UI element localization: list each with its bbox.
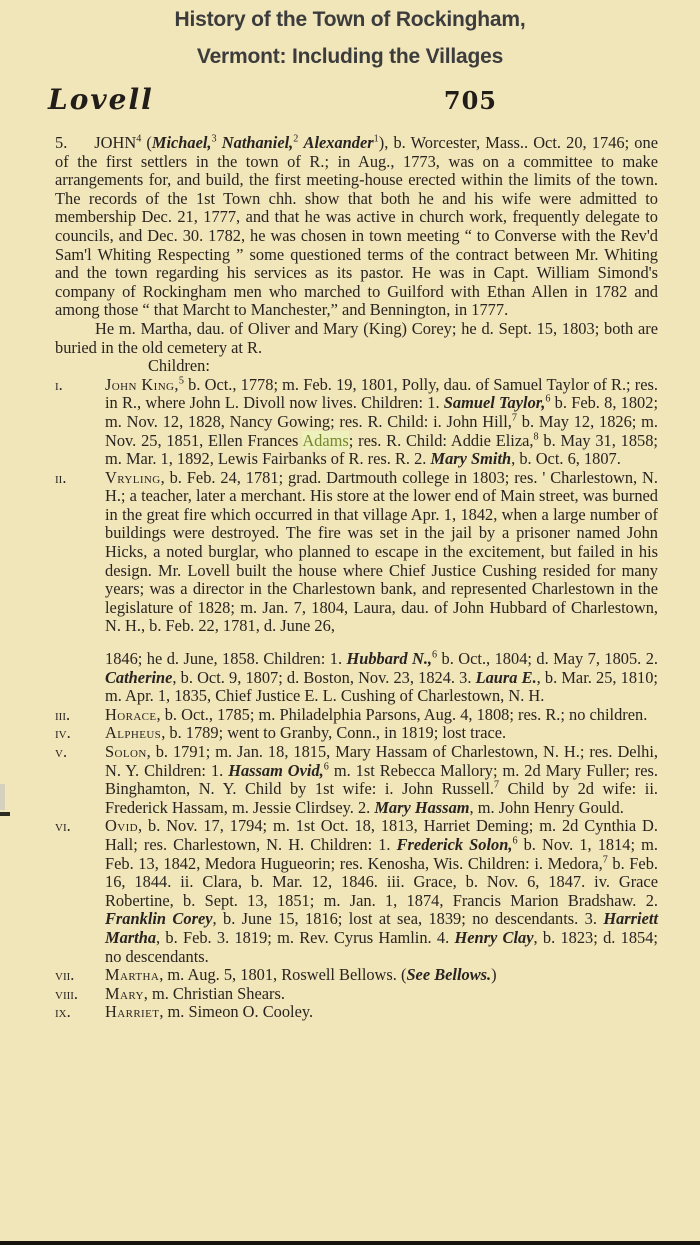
text-segment: b. May 12, 1826; m. Nov. 25, 1851, Ellen Frances [105, 411, 658, 450]
text-segment: 3 [211, 133, 217, 145]
text-segment: Henry Clay [454, 927, 534, 947]
text-segment: Samuel Taylor, [443, 393, 546, 413]
child-entry [55, 985, 658, 1004]
text-segment: Catherine [105, 667, 173, 687]
text-segment: m. 1st Rebecca Mallory; m. 2d Mary Fuller; res. Binghamton, N. Y. Child by 1st wife: i. John Russell. [105, 760, 659, 799]
text-segment: , m. John Henry Gould. [469, 797, 624, 817]
scan-artifact-left-light [0, 784, 5, 810]
text-segment: , b. Feb. 3. 1819; m. Rev. Cyrus Hamlin. 4. [156, 927, 455, 947]
text-segment: , b. Oct. 6, 1807. [511, 449, 621, 469]
text-segment: , b. Mar. 25, 1810; m. Apr. 1, 1835, Chief Justice E. L. Cushing of Charlestown, N. H. [105, 667, 658, 706]
text-segment: ( [141, 133, 152, 152]
child-entry-text [105, 816, 658, 965]
highlighted-term: Adams [302, 430, 349, 450]
text-segment: 1 [373, 133, 379, 145]
text-segment: , b. Oct. 9, 1807; d. Boston, Nov. 23, 1824. 3. [172, 667, 476, 687]
child-entry [55, 376, 658, 469]
text-segment: 1846; he d. June, 1858. Children: 1. [105, 649, 347, 669]
child-entry [55, 469, 658, 636]
text-segment: Alpheus [105, 723, 162, 743]
text-segment: Child by 2d wife: ii. Frederick Hassam, m. Jessie Clirdsey. 2. [105, 779, 658, 817]
text-segment: b. Oct., 1804; d. May 7, 1805. 2. [437, 649, 659, 669]
book-title [0, 0, 700, 68]
text-segment: 6 [323, 761, 329, 773]
text-segment: , b. Nov. 17, 1794; m. 1st Oct. 18, 1813, Harriet Deming; m. 2d Cynthia D. Hall; res. Charlestown, N. H. Children: 1. [105, 816, 658, 854]
text-segment: Horace [105, 704, 157, 724]
text-segment: , m. Christian Shears. [143, 983, 285, 1003]
text-segment: , b. Feb. 24, 1781; grad. Dartmouth college in 1803; res. ' Charlestown, N. H.; a teacher, later a merchant. His store at the lower end of Main street, was burned in the great fire which occurred in that village Apr. 1, 1842, when a large number of buildings were destroyed. The fire was set in the jail by a prisoner named John Hicks, a noted burglar, who planned to escape in the excitement, but failed in his design. Mr. Lovell built the house where Chief Justice Cushing resided for many years; was a director in the Charlestown bank, and represented Charlestown in the legislature of 1828; m. Jan. 7, 1804, Laura, dau. of John Hubbard of Charlestown, N. H., b. Feb. 22, 1781, d. June 26, [105, 467, 658, 636]
text-segment: 7 [493, 779, 500, 791]
child-roman-numeral: vii. [55, 965, 75, 985]
text-segment: 6 [545, 393, 551, 405]
text-segment: Michael, [151, 133, 212, 152]
child-entry-text [105, 649, 658, 705]
text-segment: Alexander [303, 133, 374, 152]
text-segment: Franklin Corey [105, 909, 213, 929]
text-segment: b. Feb. 8, 1802; m. Nov. 12, 1828, Nancy Gowing; res. R. Child: i. John Hill, [105, 393, 658, 431]
page-header [0, 0, 700, 116]
text-segment: b. May 31, 1858; m. Mar. 1, 1892, Lewis Fairbanks of R. res. R. 2. [105, 430, 658, 469]
text-segment: Hassam Ovid, [228, 760, 324, 780]
text-segment: John King, [105, 374, 179, 394]
running-head-surname: Lovell [48, 83, 154, 116]
child-roman-numeral: ix. [55, 1002, 71, 1022]
text-segment: 5 [178, 375, 184, 387]
child-entry-text [105, 723, 506, 742]
child-roman-numeral: i. [55, 374, 63, 394]
text-segment: 8 [533, 431, 539, 443]
marriage-paragraph [55, 320, 658, 357]
book-title-line2: Vermont: Including the Villages [196, 45, 504, 68]
text-segment: 6 [512, 835, 518, 847]
text-segment: Hubbard N., [346, 649, 433, 669]
child-entry-text [105, 375, 658, 468]
text-segment: Vryling [105, 467, 161, 487]
child-entry [55, 706, 658, 725]
text-segment: Frederick Solon, [396, 834, 513, 854]
text-segment: , b. 1823; d. 1854; no descendants. [105, 927, 658, 966]
child-entry-text [105, 965, 497, 984]
text-segment: Mary [105, 983, 144, 1003]
text-segment: See Bellows. [406, 965, 492, 985]
child-entry-text [105, 984, 285, 1003]
child-roman-numeral: ii. [55, 467, 67, 487]
text-segment: ; res. R. Child: Addie Eliza, [348, 430, 534, 450]
text-segment: , b. 1791; m. Jan. 18, 1815, Mary Hassam of Charlestown, N. H.; res. Delhi, N. Y. Children: 1. [105, 742, 658, 780]
text-segment: ) [491, 965, 497, 985]
text-segment: , b. 1789; went to Granby, Conn., in 1819; lost trace. [161, 723, 507, 743]
text-segment: Mary Hassam [374, 797, 470, 817]
text-segment: 2 [293, 133, 299, 145]
child-entry [55, 724, 658, 743]
text-segment: , b. June 15, 1816; lost at sea, 1839; no descendants. 3. [212, 909, 604, 929]
scan-edge-bottom [0, 1241, 700, 1245]
text-segment: ), b. Worcester, Mass.. Oct. 20, 1746; one of the first settlers in the town of R.; in Aug., 1773, was on a committee to make arrangements for, and build, the first meeting-house erected within the limits of the town. The records of the 1st Town chh. show that both he and his wife were admitted to membership Dec. 21, 1777, and that he was active in church work, frequently delegate to councils, and Dec. 30. 1782, he was chosen in town meeting “ to Converse with the Rev'd Sam'l Whiting Respecting ” some questioned terms of the contract between Mr. Whiting and the town regarding his services as its pastor. He was in Capt. William Simond's company of Rockingham men who marched to Guilford with Ethan Allen in 1782 and among those “ that Marcht to Manchester,” and Bennington, in 1777. [55, 133, 658, 320]
text-segment: Harriett Martha [105, 909, 658, 947]
child-roman-numeral: vi. [55, 816, 71, 836]
text-segment: b. Nov. 1, 1814; m. Feb. 13, 1842, Medora Hugueorin; res. Kenosha, Wis. Children: i. Medora, [105, 834, 658, 873]
child-entry [55, 966, 658, 985]
text-segment: , m. Simeon O. Cooley. [159, 1002, 314, 1022]
child-entry-text [105, 742, 658, 817]
text-segment: Nathaniel, [221, 133, 294, 152]
text-segment: b. Oct., 1778; m. Feb. 19, 1801, Polly, dau. of Samuel Taylor of R.; res. in R., where John L. Divoll now lives. Children: 1. [105, 374, 659, 413]
text-segment: He m. Martha, dau. of Oliver and Mary (King) Corey; he d. Sept. 15, 1803; both are buried in the old cemetery at R. [55, 318, 658, 357]
text-segment: Mary Smith [430, 449, 512, 469]
text-segment: Harriet [105, 1002, 160, 1022]
text-segment: , m. Aug. 5, 1801, Roswell Bellows. ( [159, 965, 407, 985]
text-segment: Laura E. [475, 667, 537, 687]
page-body [0, 134, 700, 1022]
child-entry-text [105, 1002, 313, 1021]
scan-artifact-left-dark [0, 812, 10, 816]
child-entry [55, 743, 658, 817]
child-roman-numeral: v. [55, 742, 68, 761]
text-segment: Martha [105, 965, 160, 985]
child-entry [55, 650, 658, 706]
text-segment: b. Feb. 16, 1844. ii. Clara, b. Mar. 12, 1846. iii. Grace, b. Nov. 6, 1847. iv. Grace Robertine, b. Sept. 13, 1851; m. Jan. 1, 1874, Francis Marion Bradshaw. 2. [105, 853, 658, 910]
running-head-row [0, 83, 700, 116]
children-list [55, 376, 658, 1022]
text-segment: , b. Oct., 1785; m. Philadelphia Parsons, Aug. 4, 1808; res. R.; no children. [156, 704, 648, 724]
child-entry [55, 817, 658, 966]
child-roman-numeral: viii. [55, 983, 79, 1003]
text-segment: 4 [136, 133, 142, 145]
page-number: 705 [443, 86, 497, 115]
child-entry-text [105, 705, 647, 724]
child-roman-numeral: iv. [55, 723, 71, 743]
text-segment: Ovid [105, 816, 138, 836]
child-entry [55, 1003, 658, 1022]
text-segment: 7 [602, 854, 608, 866]
text-segment: Solon [105, 742, 147, 761]
children-label: Children: [148, 356, 210, 376]
intro-text [55, 133, 658, 319]
book-title-line1: History of the Town of Rockingham, [174, 8, 526, 31]
text-segment: 7 [511, 412, 517, 424]
text-segment: 6 [432, 649, 438, 661]
intro-paragraph [55, 134, 658, 320]
child-roman-numeral: iii. [55, 704, 71, 724]
text-segment: JOHN [94, 133, 137, 152]
generation-number: 5. [55, 133, 68, 152]
child-entry-text [105, 468, 658, 636]
